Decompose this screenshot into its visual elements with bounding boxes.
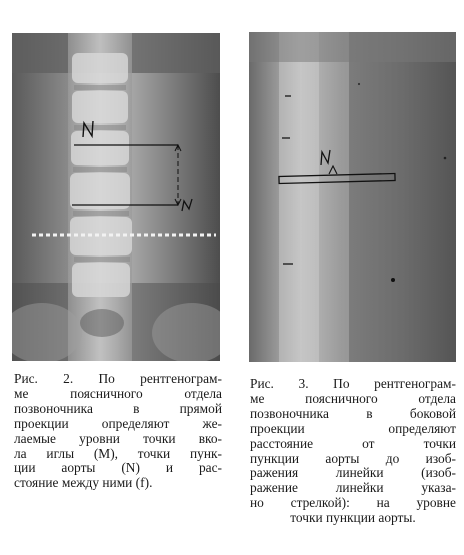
xray-frontal-image <box>12 33 220 361</box>
caption-line: ла иглы (М), точки пунк- <box>14 445 222 461</box>
caption-line: ме поясничного отдела <box>250 390 456 406</box>
caption-line: Рис. 3. По рентгенограм- <box>250 376 456 391</box>
caption-line: лаемые уровни точки вко- <box>14 430 222 446</box>
caption-line: пункции аорты до изоб- <box>250 450 456 466</box>
caption-line: позвоночника в боковой <box>250 405 456 421</box>
xray-lateral-image <box>249 32 456 362</box>
caption-line: проекции определяют же- <box>14 415 222 431</box>
xray-frontal-figure <box>12 33 220 361</box>
caption-line: позвоночника в прямой <box>14 400 222 416</box>
caption-line: ражения линейки (изоб- <box>250 465 456 481</box>
figure-2-caption <box>14 372 222 491</box>
caption-line: Рис. 2. По рентгенограм- <box>14 371 222 386</box>
caption-line: стояние между ними (f). <box>14 475 153 491</box>
caption-line: ме поясничного отдела <box>14 385 222 401</box>
caption-line: ражение линейки указа- <box>250 480 456 496</box>
caption-line: проекции определяют <box>250 420 456 436</box>
caption-line: точки пункции аорты. <box>290 510 416 526</box>
caption-line: но стрелкой): на уровне <box>250 495 456 511</box>
xray-lateral-figure <box>249 32 456 362</box>
figure-3-caption <box>250 377 456 526</box>
caption-line: расстояние от точки <box>250 435 456 451</box>
caption-line: ции аорты (N) и рас- <box>14 460 222 476</box>
